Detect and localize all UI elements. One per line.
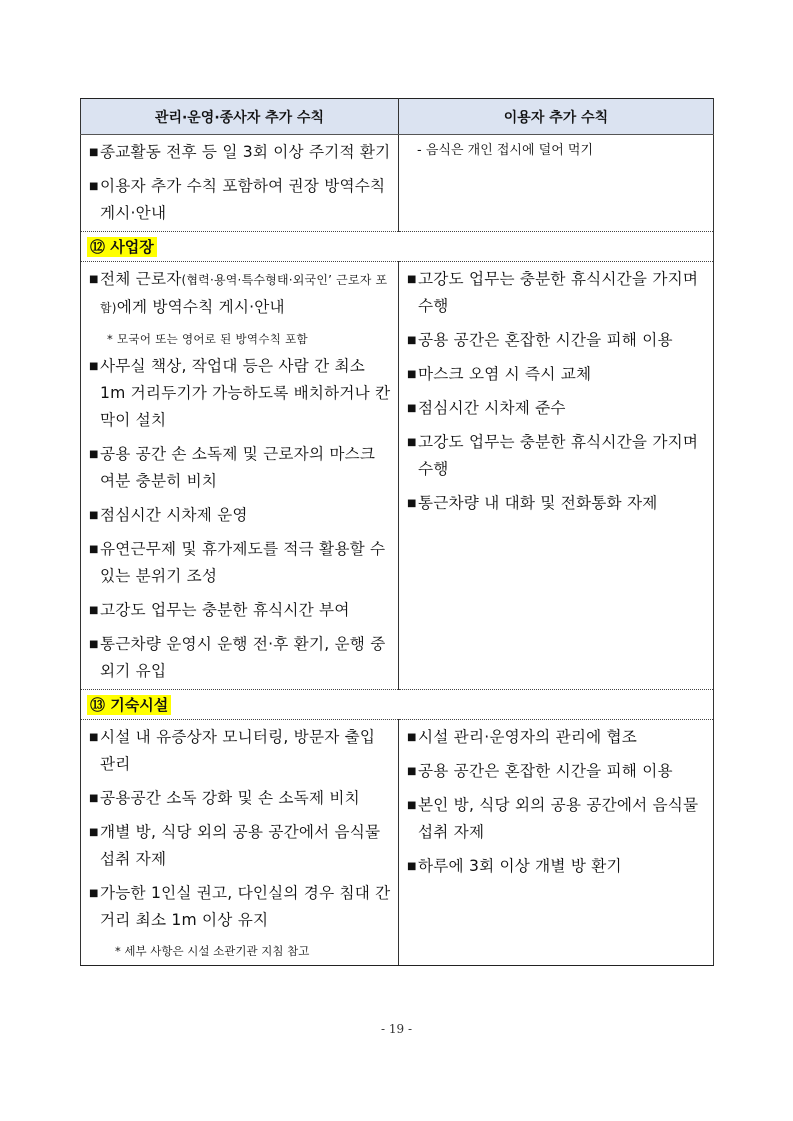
section-title-workplace: ⑫ 사업장 xyxy=(87,237,157,257)
list-item: ■ 공용 공간은 혼잡한 시간을 피해 이용 xyxy=(407,758,707,785)
section-title-dormitory: ⑬ 기숙시설 xyxy=(87,695,171,715)
square-bullet-icon: ■ xyxy=(89,827,99,838)
list-item: ■ 고강도 업무는 충분한 휴식시간을 가지며 수행 xyxy=(407,266,707,320)
square-bullet-icon: ■ xyxy=(89,274,99,285)
list-item: ■ 통근차량 내 대화 및 전화통화 자제 xyxy=(407,490,707,517)
list-item: ■ 마스크 오염 시 즉시 교체 xyxy=(407,361,707,388)
list-item: ■ 본인 방, 식당 외의 공용 공간에서 음식물 섭취 자제 xyxy=(407,792,707,846)
square-bullet-icon: ■ xyxy=(407,498,417,509)
list-item: ■ 점심시간 시차제 준수 xyxy=(407,395,707,422)
header-user-rules: 이용자 추가 수칙 xyxy=(399,99,714,135)
workplace-right-cell xyxy=(399,262,714,690)
table-row xyxy=(81,135,714,232)
list-item: ■ 유연근무제 및 휴가제도를 적극 활용할 수 있는 분위기 조성 xyxy=(89,536,392,590)
table-row xyxy=(81,720,714,966)
square-bullet-icon: ■ xyxy=(407,335,417,346)
square-bullet-icon: ■ xyxy=(407,861,417,872)
list-item: ■ 통근차량 운영시 운행 전·후 환기, 운행 중 외기 유입 xyxy=(89,631,392,685)
square-bullet-icon: ■ xyxy=(407,732,417,743)
top-left-cell xyxy=(81,135,399,232)
square-bullet-icon: ■ xyxy=(407,766,417,777)
square-bullet-icon: ■ xyxy=(89,449,99,460)
header-staff-rules: 관리·운영·종사자 추가 수칙 xyxy=(81,99,399,135)
list-item: ■ 공용 공간 손 소독제 및 근로자의 마스크 여분 충분히 비치 xyxy=(89,441,392,495)
list-item: ■ 가능한 1인실 권고, 다인실의 경우 침대 간 거리 최소 1m 이상 유지 xyxy=(89,880,392,934)
list-item: ■ 공용공간 소독 강화 및 손 소독제 비치 xyxy=(89,785,392,812)
section-header-row xyxy=(81,232,714,262)
square-bullet-icon: ■ xyxy=(89,639,99,650)
list-item: - 음식은 개인 접시에 덜어 먹기 xyxy=(417,143,594,158)
page-number: - 19 - xyxy=(380,1022,412,1036)
list-item: ■ 전체 근로자(협력·용역·특수형태·외국인’ 근로자 포함)에게 방역수칙 게시·안내 xyxy=(89,266,392,322)
list-item: ■ 고강도 업무는 충분한 휴식시간을 가지며 수행 xyxy=(407,429,707,483)
top-right-cell xyxy=(399,135,714,232)
list-item: ■ 사무실 책상, 작업대 등은 사람 간 최소 1m 거리두기가 가능하도록 배치하거나 칸막이 설치 xyxy=(89,353,392,434)
dormitory-left-cell xyxy=(81,720,399,966)
square-bullet-icon: ■ xyxy=(89,732,99,743)
list-item: ■ 점심시간 시차제 운영 xyxy=(89,502,392,529)
square-bullet-icon: ■ xyxy=(89,888,99,899)
list-item: ■ 시설 관리·운영자의 관리에 협조 xyxy=(407,724,707,751)
dormitory-right-cell xyxy=(399,720,714,966)
square-bullet-icon: ■ xyxy=(89,544,99,555)
note-text: * 세부 사항은 시설 소관기관 지침 참고 xyxy=(115,944,310,958)
list-item: ■ 고강도 업무는 충분한 휴식시간 부여 xyxy=(89,597,392,624)
table-header-row xyxy=(81,99,714,135)
list-item: ■ 종교활동 전후 등 일 3회 이상 주기적 환기 xyxy=(89,139,392,166)
square-bullet-icon: ■ xyxy=(407,274,417,285)
square-bullet-icon: ■ xyxy=(407,403,417,414)
guideline-table xyxy=(80,98,714,966)
note-text: * 모국어 또는 영어로 된 방역수칙 포함 xyxy=(107,332,308,346)
list-item: ■ 하루에 3회 이상 개별 방 환기 xyxy=(407,853,707,880)
square-bullet-icon: ■ xyxy=(89,181,99,192)
list-item: ■ 이용자 추가 수칙 포함하여 권장 방역수칙 게시·안내 xyxy=(89,173,392,227)
square-bullet-icon: ■ xyxy=(407,800,417,811)
section-header-row xyxy=(81,690,714,720)
square-bullet-icon: ■ xyxy=(89,361,99,372)
square-bullet-icon: ■ xyxy=(407,437,417,448)
square-bullet-icon: ■ xyxy=(89,793,99,804)
square-bullet-icon: ■ xyxy=(89,510,99,521)
list-item: ■ 개별 방, 식당 외의 공용 공간에서 음식물 섭취 자제 xyxy=(89,819,392,873)
square-bullet-icon: ■ xyxy=(89,147,99,158)
square-bullet-icon: ■ xyxy=(89,605,99,616)
list-item: ■ 시설 내 유증상자 모니터링, 방문자 출입 관리 xyxy=(89,724,392,778)
square-bullet-icon: ■ xyxy=(407,369,417,380)
table-row xyxy=(81,262,714,690)
workplace-left-cell xyxy=(81,262,399,690)
list-item: ■ 공용 공간은 혼잡한 시간을 피해 이용 xyxy=(407,327,707,354)
